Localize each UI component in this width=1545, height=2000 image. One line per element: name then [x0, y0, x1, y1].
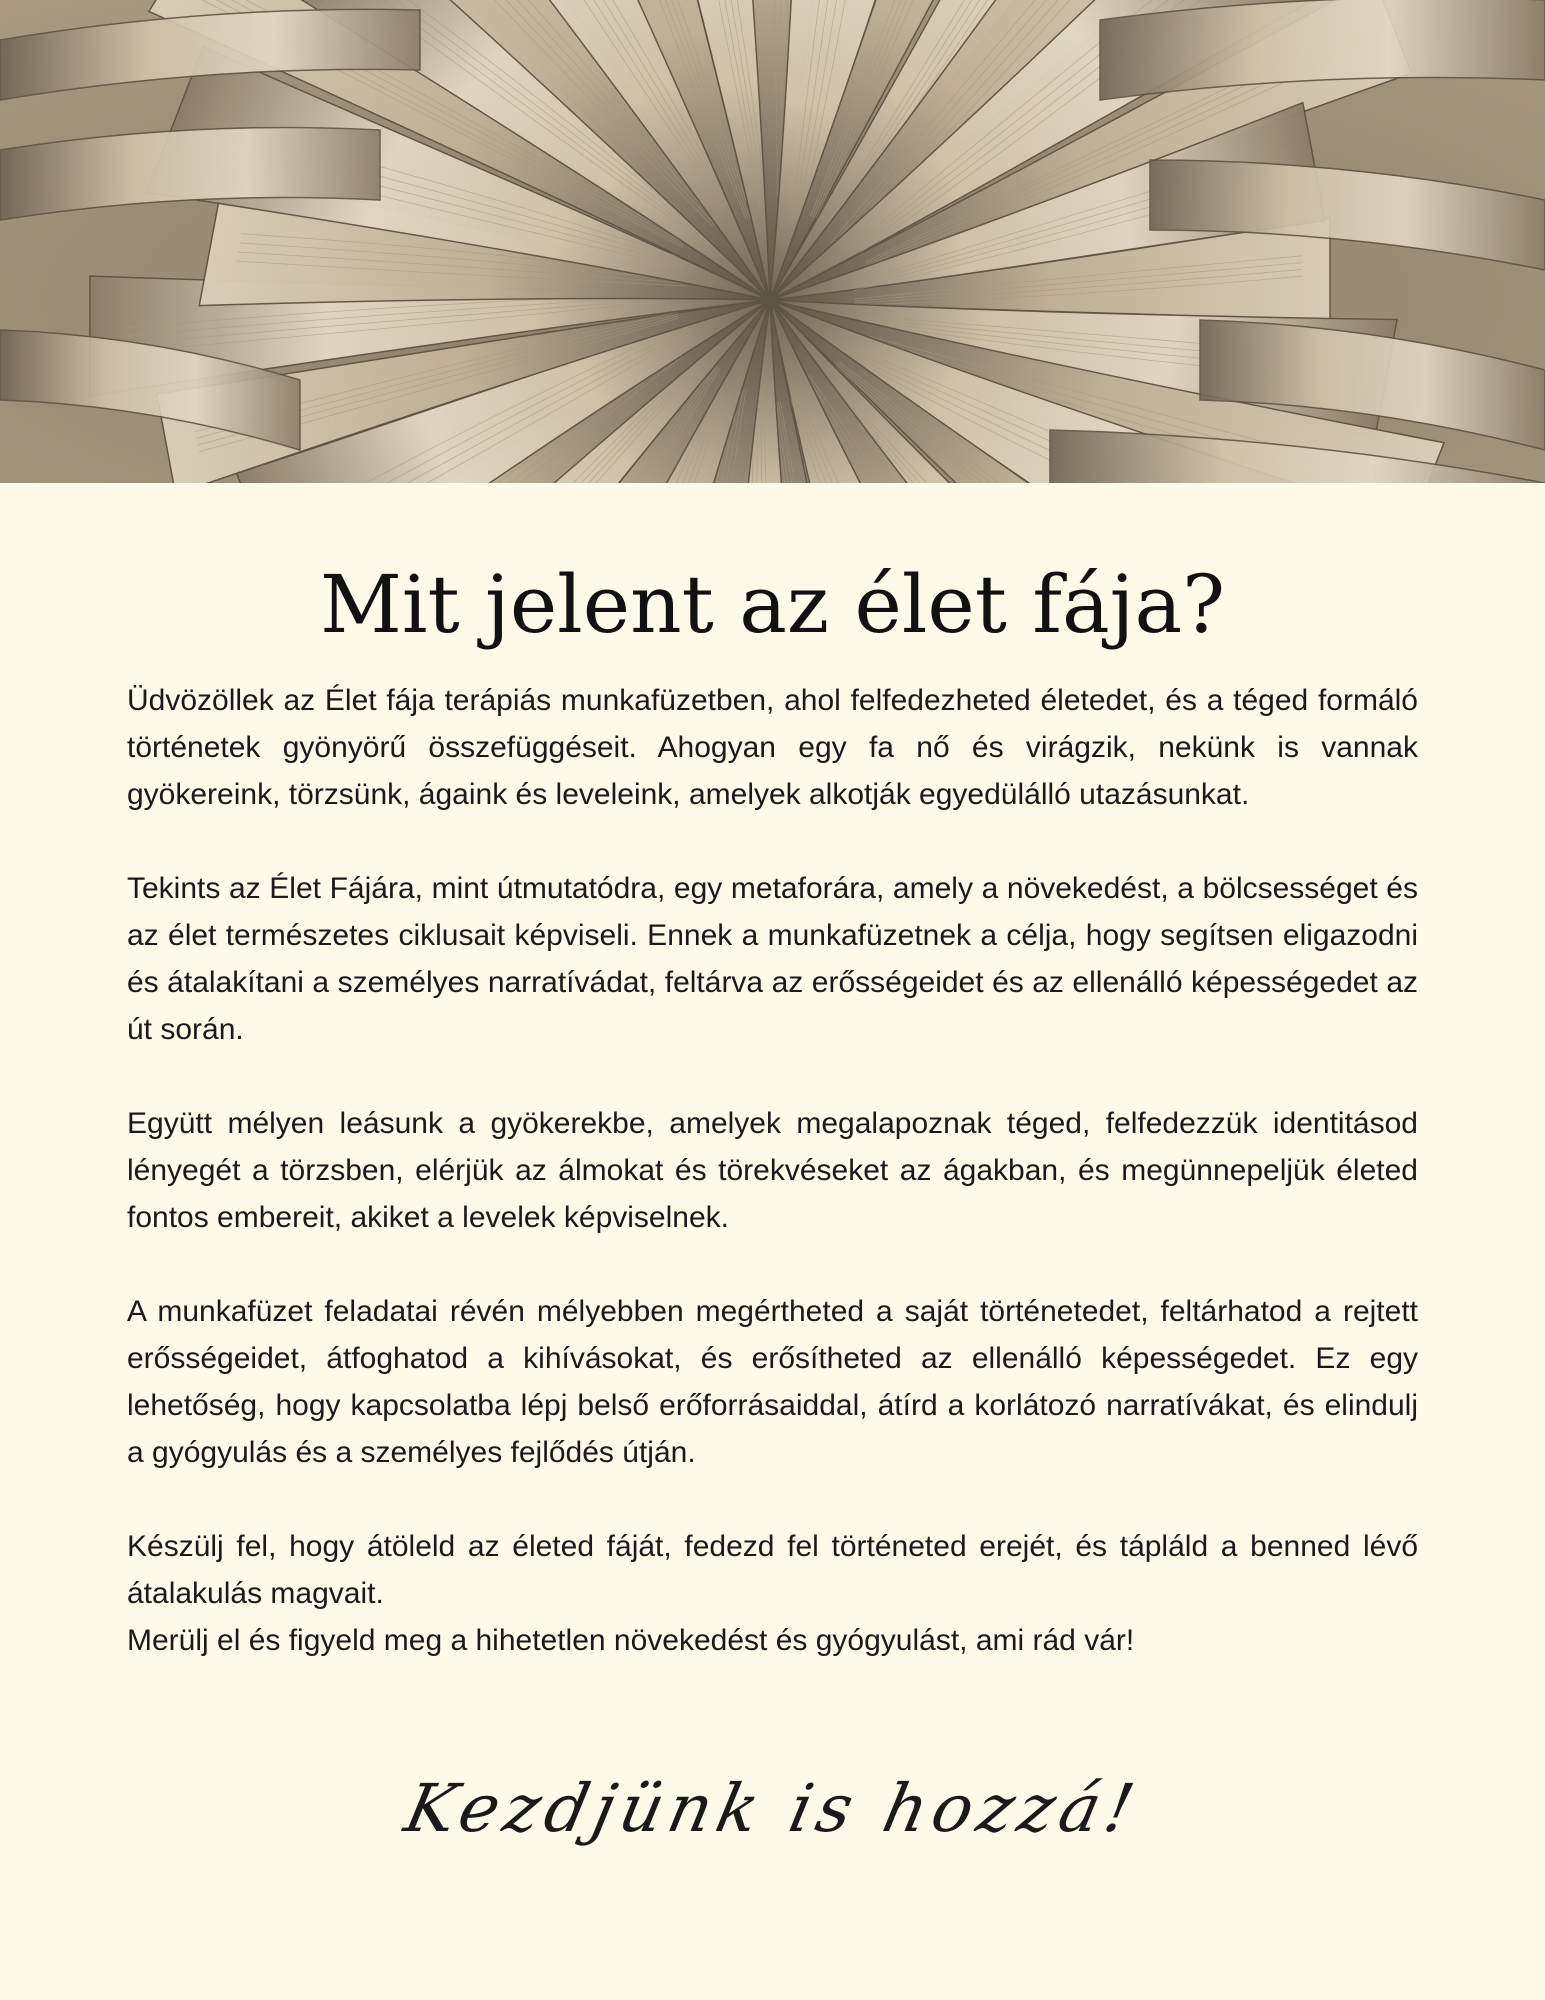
- signature-text: Kezdjünk is hozzá!: [398, 1770, 1147, 1847]
- paragraph-welcome: Üdvözöllek az Élet fája terápiás munkafüzetben, ahol felfedezheted életedet, és a téged formáló történetek gyönyörű összefüggéseit. Ahogyan egy fa nő és virágzik, nekünk is vannak gyökereink, törzsünk, ágaink és leveleink, amelyek alkotják egyedülálló utazásunkat.: [127, 684, 1418, 811]
- palm-leaf-illustration: [0, 0, 1545, 483]
- page-title: Mit jelent az élet fája?: [319, 558, 1226, 651]
- palm-leaf-weave-image: [0, 0, 1545, 483]
- paragraph-roots: Együtt mélyen leásunk a gyökerekbe, amelyek megalapoznak téged, felfedezzük identitásod lényegét a törzsben, elérjük az álmokat és törekvéseket az ágakban, és megünnepeljük életed fontos embereit, akiket a levelek képviselnek.: [127, 1107, 1418, 1234]
- paragraph-closing: Merülj el és figyeld meg a hihetetlen növekedést és gyógyulást, ami rád vár!: [127, 1624, 1135, 1657]
- rosette-center: [760, 290, 780, 310]
- paragraph-prepare: Készülj fel, hogy átöleld az életed fáját, fedezd fel történeted erejét, és tápláld a benned lévő átalakulás magvait.: [127, 1530, 1418, 1610]
- intro-text: [127, 677, 1418, 1664]
- paragraph-metaphor: Tekints az Élet Fájára, mint útmutatódra, egy metaforára, amely a növekedést, a bölcsességet és az élet természetes ciklusait képviseli. Ennek a munkafüzetnek a célja, hogy segítsen eligazodni és átalakítani a személyes narratívádat, feltárva az erősségeidet és az ellenálló képességedet az út során.: [127, 872, 1418, 1046]
- paragraph-exercises: A munkafüzet feladatai révén mélyebben megértheted a saját történetedet, feltárhatod a rejtett erősségeidet, átfoghatod a kihívásokat, és erősítheted az ellenálló képességedet. Ez egy lehetőség, hogy kapcsolatba lépj belső erőforrásaiddal, átírd a korlátozó narratívákat, és elindulj a gyógyulás és a személyes fejlődés útján.: [127, 1295, 1418, 1469]
